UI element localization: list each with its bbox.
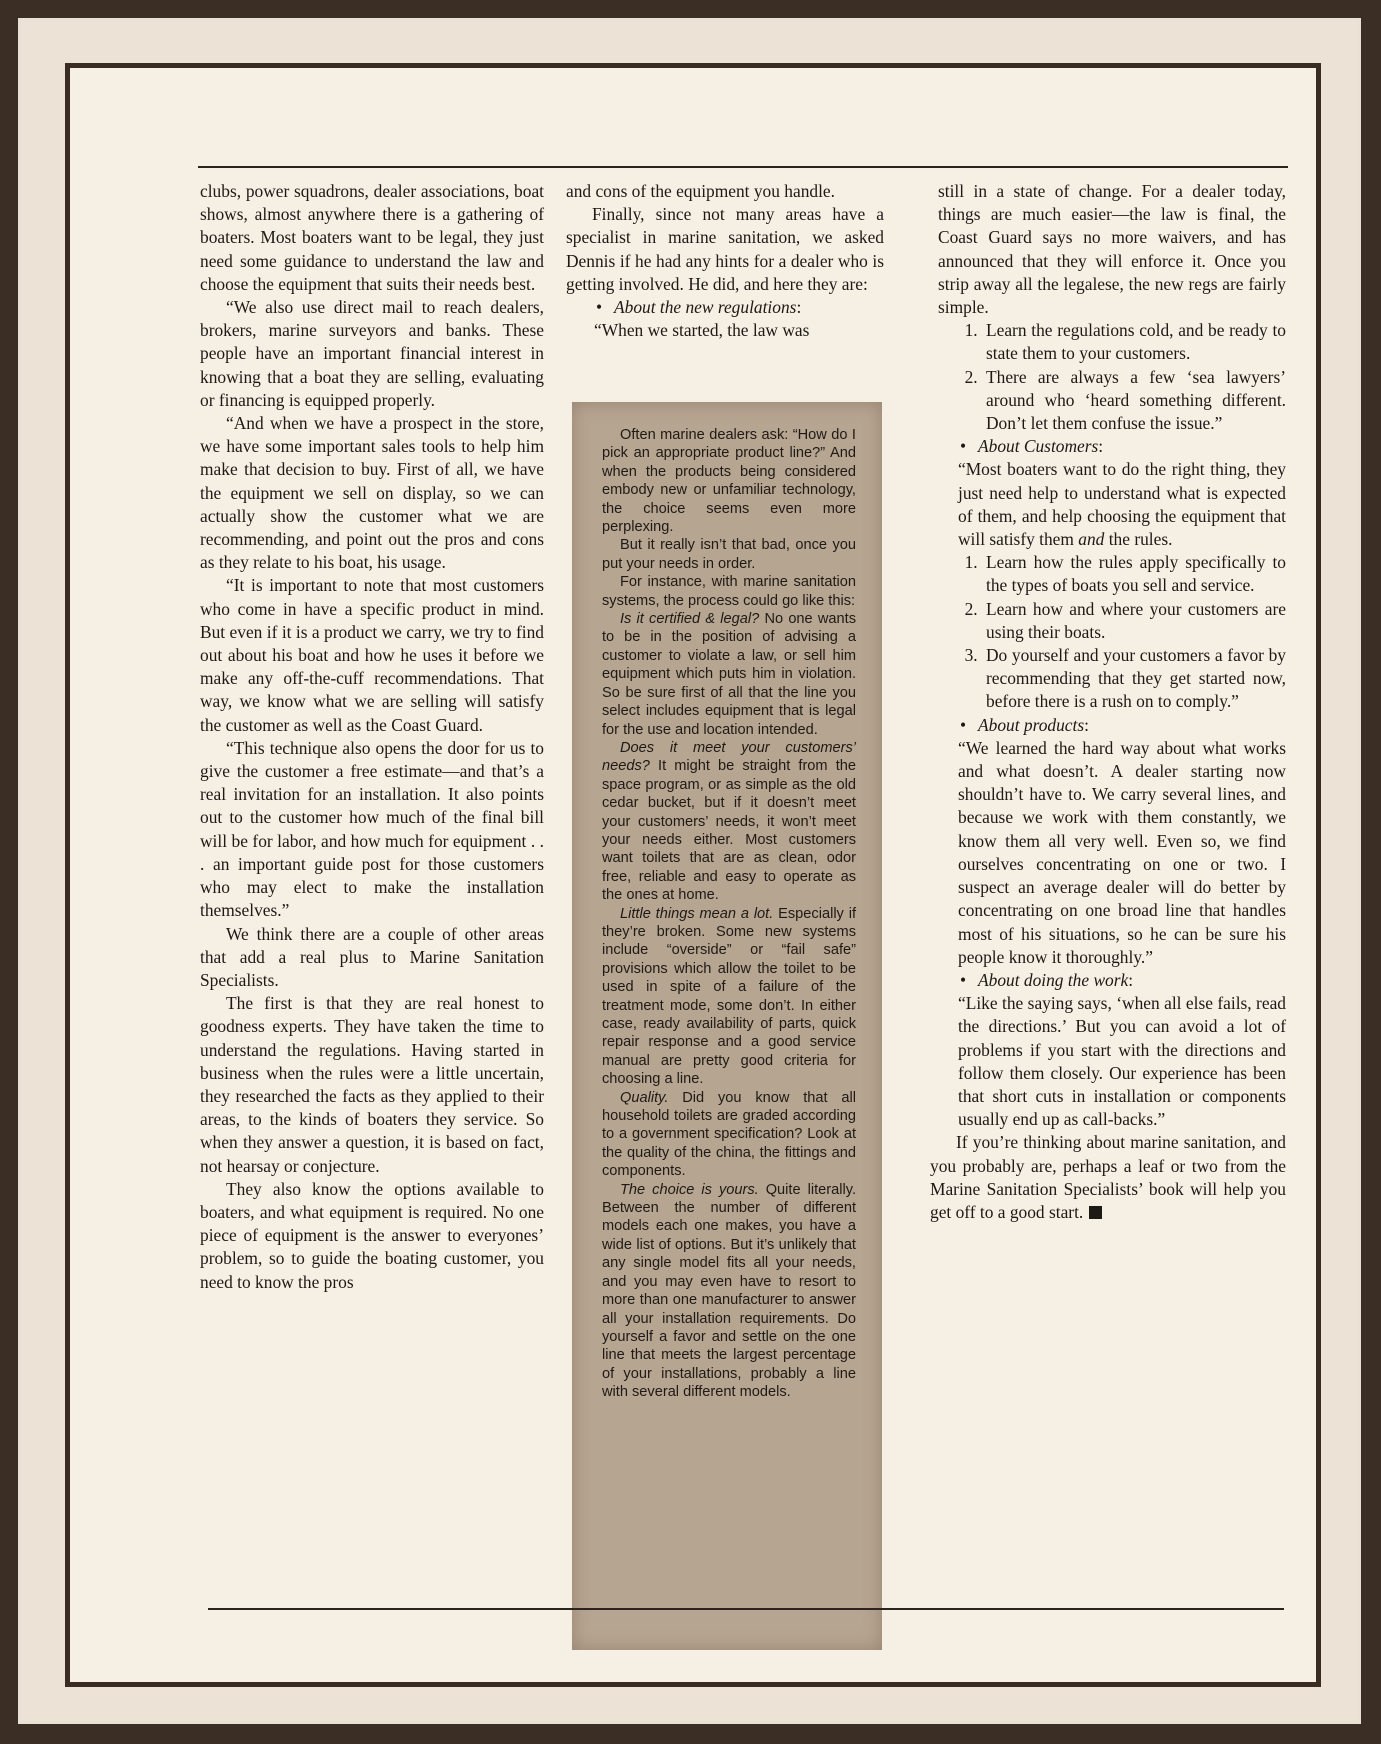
- sidebar-paragraph: Often marine dealers ask: “How do I pick an appropriate product line?” And when the products being considered embody new or unfamiliar technology, the choice seems even more perplexing.: [602, 427, 856, 536]
- bullet-heading-text: About Customers: [978, 436, 1099, 457]
- sidebar-paragraph: [602, 905, 856, 1089]
- numbered-list: [930, 551, 1286, 713]
- sidebar-text: Especially if they’re broken. Some new systems include “overside” or “fail safe” provisions which allow the toilet to be used in spite of a failure of the treatment mode, some don’t. In either case, ready availability of parts, quick repair response and a good service manual are pretty good criteria for choosing a line.: [602, 905, 857, 1088]
- list-item: 3. Do yourself and your customers a favor by recommending that they get started now, before there is a rush on to comply.”: [982, 644, 1286, 714]
- bullet-heading-text: About the new regulations: [614, 297, 797, 318]
- top-rule: [198, 166, 1288, 168]
- paragraph: Finally, since not many areas have a specialist in marine sanitation, we asked Dennis if he had any hints for a dealer who is getting involved. He did, and here they are:: [566, 204, 884, 294]
- closing-paragraph: [930, 1131, 1286, 1224]
- sidebar-text: It might be straight from the space program, or as simple as the old cedar bucket, but if it doesn’t meet your customers’ needs, it won’t meet your needs either. Most customers want toilets that are as clean, odor free, reliable and easy to operate as the ones at home.: [602, 758, 856, 904]
- paragraph: The first is that they are real honest to goodness experts. They have taken the time to understand the regulations. Having started in business when the rules were a little uncertain, they researched the facts as they applied to their areas, to the kinds of boaters they service. So when they answer a question, it is based on fact, not hearsay or conjecture.: [200, 993, 544, 1176]
- column-2: [566, 180, 884, 342]
- paragraph: “When we started, the law was: [594, 320, 810, 341]
- sidebar-text: Did you know that all household toilets are graded according to a government specification? Look at the quality of the china, the fittings and components.: [602, 1089, 856, 1180]
- sidebar-box: [572, 402, 882, 1650]
- paragraph: “It is important to note that most customers who come in have a specific product in mind. But even if it is a product we carry, we try to find out about his boat and how he uses it before we make any off-the-cuff recommendations. That way, we know what we are selling will satisfy the customer as well as the Coast Guard.: [200, 575, 544, 735]
- paragraph: still in a state of change. For a dealer today, things are much easier—the law is final, the Coast Guard says no more waivers, and has announced that they will enforce it. Once you strip away all the legalese, the new regs are fairly simple.: [938, 181, 1286, 318]
- paragraph: and cons of the equipment you handle.: [566, 181, 836, 201]
- list-item: 2. Learn how and where your customers are using their boats.: [982, 598, 1286, 644]
- magazine-page: [70, 68, 1316, 1682]
- paragraph: “And when we have a prospect in the store, we have some important sales tools to help him make that decision to buy. First of all, we have the equipment we sell on display, so we can actually show the customer what we are recommending, and point out the pros and cons as they relate to his boat, his usage.: [200, 413, 544, 573]
- sidebar-paragraph: [602, 1089, 856, 1181]
- paragraph-text: If you’re thinking about marine sanitation, and you probably are, perhaps a leaf or two from the Marine Sanitation Specialists’ book will help you get off to a good start.: [930, 1132, 1286, 1222]
- paragraph: “Like the saying says, ‘when all else fails, read the directions.’ But you can avoid a lot of problems if you start with the directions and follow them closely. Our experience has been that short cuts in installation or components usually end up as call-backs.”: [958, 993, 1286, 1130]
- column-3: [930, 180, 1286, 1224]
- bullet-heading: • About doing the work:: [930, 969, 1286, 992]
- sidebar-paragraph: For instance, with marine sanitation systems, the process could go like this:: [602, 574, 856, 609]
- paragraph: “We also use direct mail to reach dealers, brokers, marine surveyors and banks. These people have an important financial interest in knowing that a boat they are selling, evaluating or financing is equipped properly.: [200, 297, 544, 410]
- list-item: 1. Learn the regulations cold, and be ready to state them to your customers.: [982, 319, 1286, 365]
- frame-mat: [65, 63, 1321, 1687]
- sidebar-paragraph: [602, 610, 856, 739]
- paragraph-text: the rules.: [1104, 529, 1173, 550]
- bullet-heading: • About products:: [930, 714, 1286, 737]
- paragraph: They also know the options available to boaters, and what equipment is required. No one piece of equipment is the answer to everyones’ problem, so to guide the boating customer, you need to know the pros: [200, 1178, 544, 1292]
- sidebar-subhead: Does it meet your customers’ needs?: [602, 739, 856, 775]
- sidebar-subhead: Quality.: [620, 1089, 669, 1106]
- emphasis-text: and: [1078, 529, 1105, 550]
- bullet-heading-text: About products: [978, 714, 1085, 735]
- bullet-heading: • About Customers:: [930, 435, 1286, 458]
- column-1: [200, 180, 544, 1294]
- paragraph: [930, 458, 1286, 551]
- list-item: 2. There are always a few ‘sea lawyers’ around who ‘heard something different. Don’t let them confuse the issue.”: [982, 366, 1286, 436]
- bottom-rule: [208, 1608, 1284, 1610]
- sidebar-subhead: Little things mean a lot.: [620, 905, 774, 922]
- list-item: 1. Learn how the rules apply specifically to the types of boats you sell and service.: [982, 551, 1286, 597]
- bullet-heading-text: About doing the work: [978, 969, 1129, 990]
- sidebar-text: No one wants to be in the position of advising a customer to violate a law, or sell him equipment which puts him in violation. So be sure first of all that the line you select includes equipment that is legal for the use and location intended.: [602, 611, 856, 738]
- paragraph: clubs, power squadrons, dealer associations, boat shows, almost anywhere there is a gathering of boaters. Most boaters want to be legal, they just need some guidance to understand the law and choose the equipment that suits their needs best.: [200, 181, 544, 294]
- sidebar-paragraph: [602, 739, 856, 905]
- sidebar-paragraph: But it really isn’t that bad, once you put your needs in order.: [602, 537, 856, 572]
- paragraph: We think there are a couple of other areas that add a real plus to Marine Sanitation Specialists.: [200, 923, 544, 990]
- photo-frame: [18, 18, 1361, 1724]
- paragraph: “This technique also opens the door for us to give the customer a free estimate—and that’s a real invitation for an installation. It also points out to the customer how much of the final bill will be for labor, and how much for equipment . . . an important guide post for those customers who may elect to make the installation themselves.”: [200, 737, 544, 921]
- sidebar-text: Quite literally. Between the number of different models each one makes, you have a wide list of options. But it’s unlikely that any single model fits all your needs, and you may even have to resort to more than one manufacturer to answer all your installation requirements. Do yourself a favor and settle on the one line that meets the largest percentage of your installations, probably a line with several different models.: [602, 1181, 856, 1401]
- paragraph-text: “Most boaters want to do the right thing, they just need help to understand what is expected of them, and help choosing the equipment that will satisfy them: [958, 459, 1286, 550]
- sidebar-subhead: The choice is yours.: [620, 1181, 759, 1198]
- sidebar-subhead: Is it certified & legal?: [620, 611, 760, 628]
- sidebar-paragraph: [602, 1181, 856, 1402]
- paragraph: “We learned the hard way about what works and what doesn’t. A dealer starting now shouldn’t have to. We carry several lines, and because we work with them constantly, we know them all very well. Even so, we find ourselves concentrating on one or two. I suspect an average dealer will do better by concentrating on one broad line that handles most of his situations, so he can be sure his people know it thoroughly.”: [958, 737, 1286, 967]
- numbered-list: [930, 319, 1286, 435]
- end-mark-icon: [1089, 1206, 1102, 1219]
- bullet-heading: • About the new regulations:: [566, 296, 884, 319]
